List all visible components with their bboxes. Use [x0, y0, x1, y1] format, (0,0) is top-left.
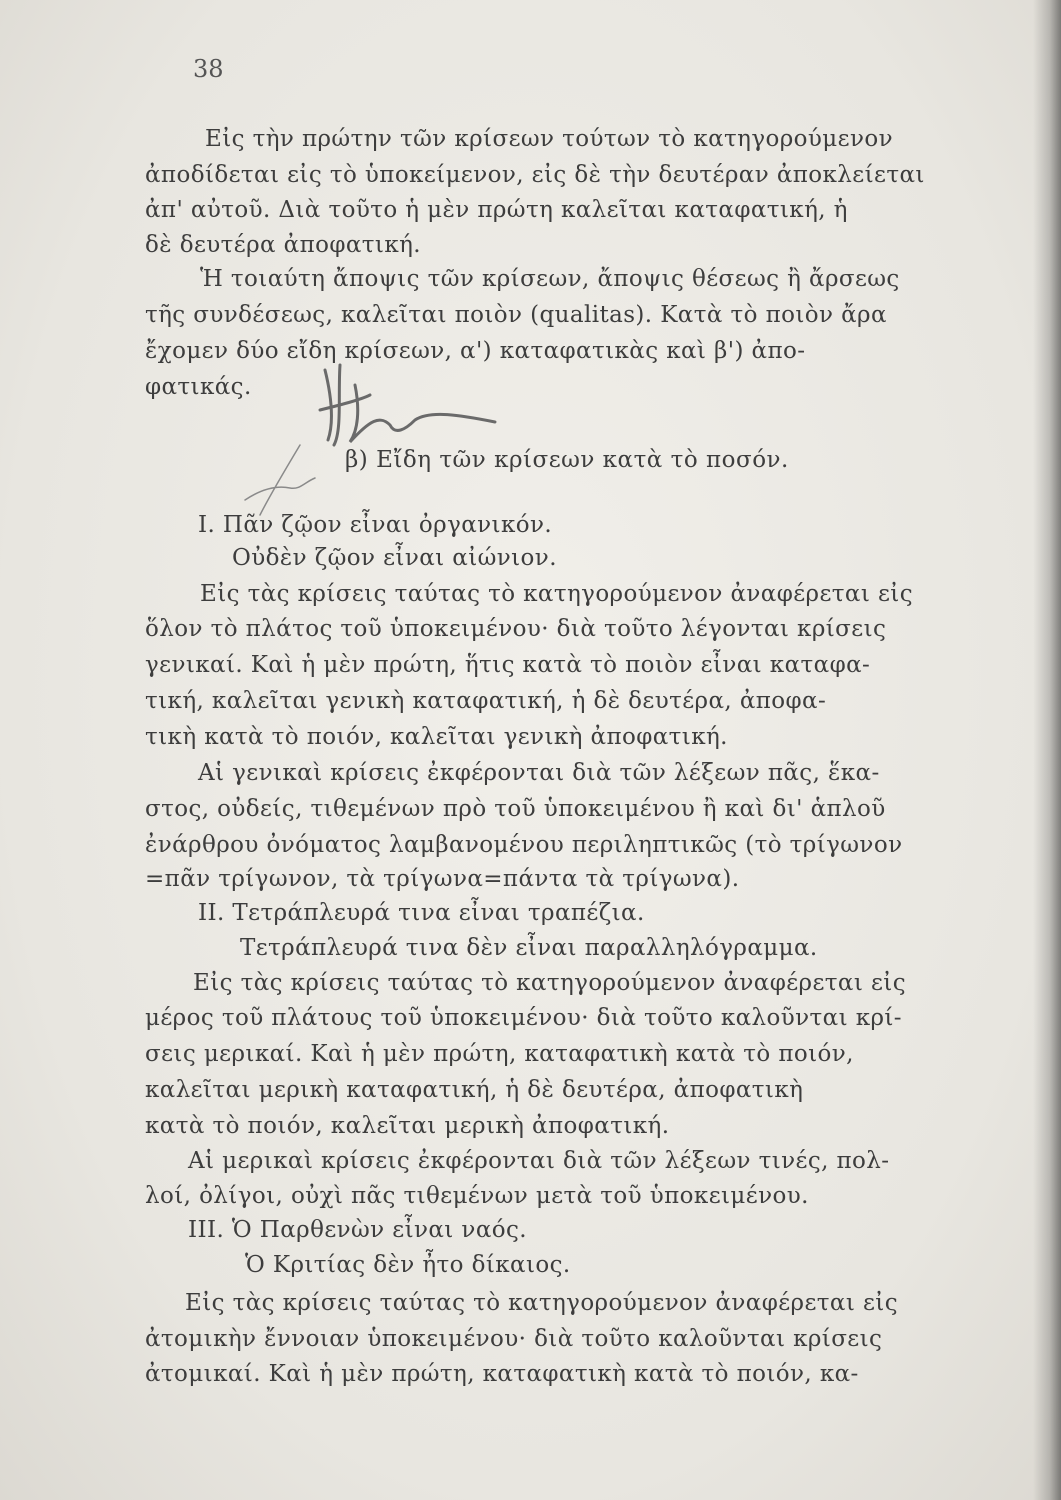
- text-line: φατικάς.: [145, 374, 252, 400]
- text-line: ὅλον τὸ πλάτος τοῦ ὑποκειμένου· διὰ τοῦτο λέγονται κρίσεις: [145, 616, 887, 642]
- handwritten-signature: [230, 350, 550, 520]
- text-line: Εἰς τὰς κρίσεις ταύτας τὸ κατηγορούμενον ἀναφέρεται εἰς: [185, 1290, 898, 1316]
- text-line: ἐνάρθρου ὀνόματος λαμβανομένου περιληπτικῶς (τὸ τρίγωνον: [145, 832, 903, 858]
- text-line: τική, καλεῖται γενικὴ καταφατική, ἡ δὲ δευτέρα, ἀποφα-: [145, 688, 827, 714]
- page-number: 38: [193, 55, 224, 83]
- section-heading: β) Εἴδη τῶν κρίσεων κατὰ τὸ ποσόν.: [345, 447, 789, 473]
- text-line: κατὰ τὸ ποιόν, καλεῖται μερικὴ ἀποφατική.: [145, 1113, 670, 1139]
- text-line: ΙΙ. Τετράπλευρά τινα εἶναι τραπέζια.: [198, 900, 645, 926]
- text-line: μέρος τοῦ πλάτους τοῦ ὑποκειμένου· διὰ τοῦτο καλοῦνται κρί-: [145, 1005, 902, 1031]
- text-line: ΙΙΙ. Ὁ Παρθενὼν εἶναι ναός.: [188, 1217, 527, 1243]
- text-line: καλεῖται μερικὴ καταφατική, ἡ δὲ δευτέρα, ἀποφατικὴ: [145, 1077, 804, 1103]
- text-line: δὲ δευτέρα ἀποφατική.: [145, 232, 421, 258]
- text-line: Εἰς τὴν πρώτην τῶν κρίσεων τούτων τὸ κατηγορούμενον: [205, 126, 893, 152]
- text-line: ἀτομικαί. Καὶ ἡ μὲν πρώτη, καταφατικὴ κατὰ τὸ ποιόν, κα-: [145, 1361, 859, 1387]
- text-line: γενικαί. Καὶ ἡ μὲν πρώτη, ἥτις κατὰ τὸ ποιὸν εἶναι καταφα-: [145, 652, 871, 678]
- text-line: Ὁ Κριτίας δὲν ἦτο δίκαιος.: [245, 1252, 571, 1278]
- text-line: τῆς συνδέσεως, καλεῖται ποιὸν (qualitas). Κατὰ τὸ ποιὸν ἄρα: [145, 302, 887, 328]
- text-line: Εἰς τὰς κρίσεις ταύτας τὸ κατηγορούμενον ἀναφέρεται εἰς: [200, 581, 913, 607]
- text-line: =πᾶν τρίγωνον, τὰ τρίγωνα=πάντα τὰ τρίγωνα).: [145, 866, 740, 892]
- text-line: Εἰς τὰς κρίσεις ταύτας τὸ κατηγορούμενον ἀναφέρεται εἰς: [193, 970, 906, 996]
- text-line: Αἱ γενικαὶ κρίσεις ἐκφέρονται διὰ τῶν λέξεων πᾶς, ἕκα-: [198, 760, 880, 786]
- text-line: στος, οὐδείς, τιθεμένων πρὸ τοῦ ὑποκειμένου ἢ καὶ δι' ἁπλοῦ: [145, 796, 886, 822]
- text-line: τικὴ κατὰ τὸ ποιόν, καλεῖται γενικὴ ἀποφατική.: [145, 724, 728, 750]
- text-line: ἀπ' αὐτοῦ. Διὰ τοῦτο ἡ μὲν πρώτη καλεῖται καταφατική, ἡ: [145, 197, 848, 223]
- text-line: σεις μερικαί. Καὶ ἡ μὲν πρώτη, καταφατικὴ κατὰ τὸ ποιόν,: [145, 1041, 854, 1067]
- text-line: ἔχομεν δύο εἴδη κρίσεων, α') καταφατικὰς καὶ β') ἀπο-: [145, 338, 806, 364]
- text-line: Οὐδὲν ζῷον εἶναι αἰώνιον.: [232, 545, 557, 571]
- text-line: Ἡ τοιαύτη ἄποψις τῶν κρίσεων, ἄποψις θέσεως ἢ ἄρσεως: [200, 266, 900, 292]
- text-line: ἀποδίδεται εἰς τὸ ὑποκείμενον, εἰς δὲ τὴν δευτέραν ἀποκλείεται: [145, 162, 925, 188]
- text-line: Τετράπλευρά τινα δὲν εἶναι παραλληλόγραμμα.: [240, 935, 818, 961]
- text-line: Ι. Πᾶν ζῷον εἶναι ὀργανικόν.: [198, 512, 553, 538]
- text-line: Αἱ μερικαὶ κρίσεις ἐκφέρονται διὰ τῶν λέξεων τινές, πολ-: [188, 1148, 890, 1174]
- text-line: ἀτομικὴν ἔννοιαν ὑποκειμένου· διὰ τοῦτο καλοῦνται κρίσεις: [145, 1326, 883, 1352]
- text-line: λοί, ὀλίγοι, οὐχὶ πᾶς τιθεμένων μετὰ τοῦ ὑποκειμένου.: [145, 1183, 809, 1209]
